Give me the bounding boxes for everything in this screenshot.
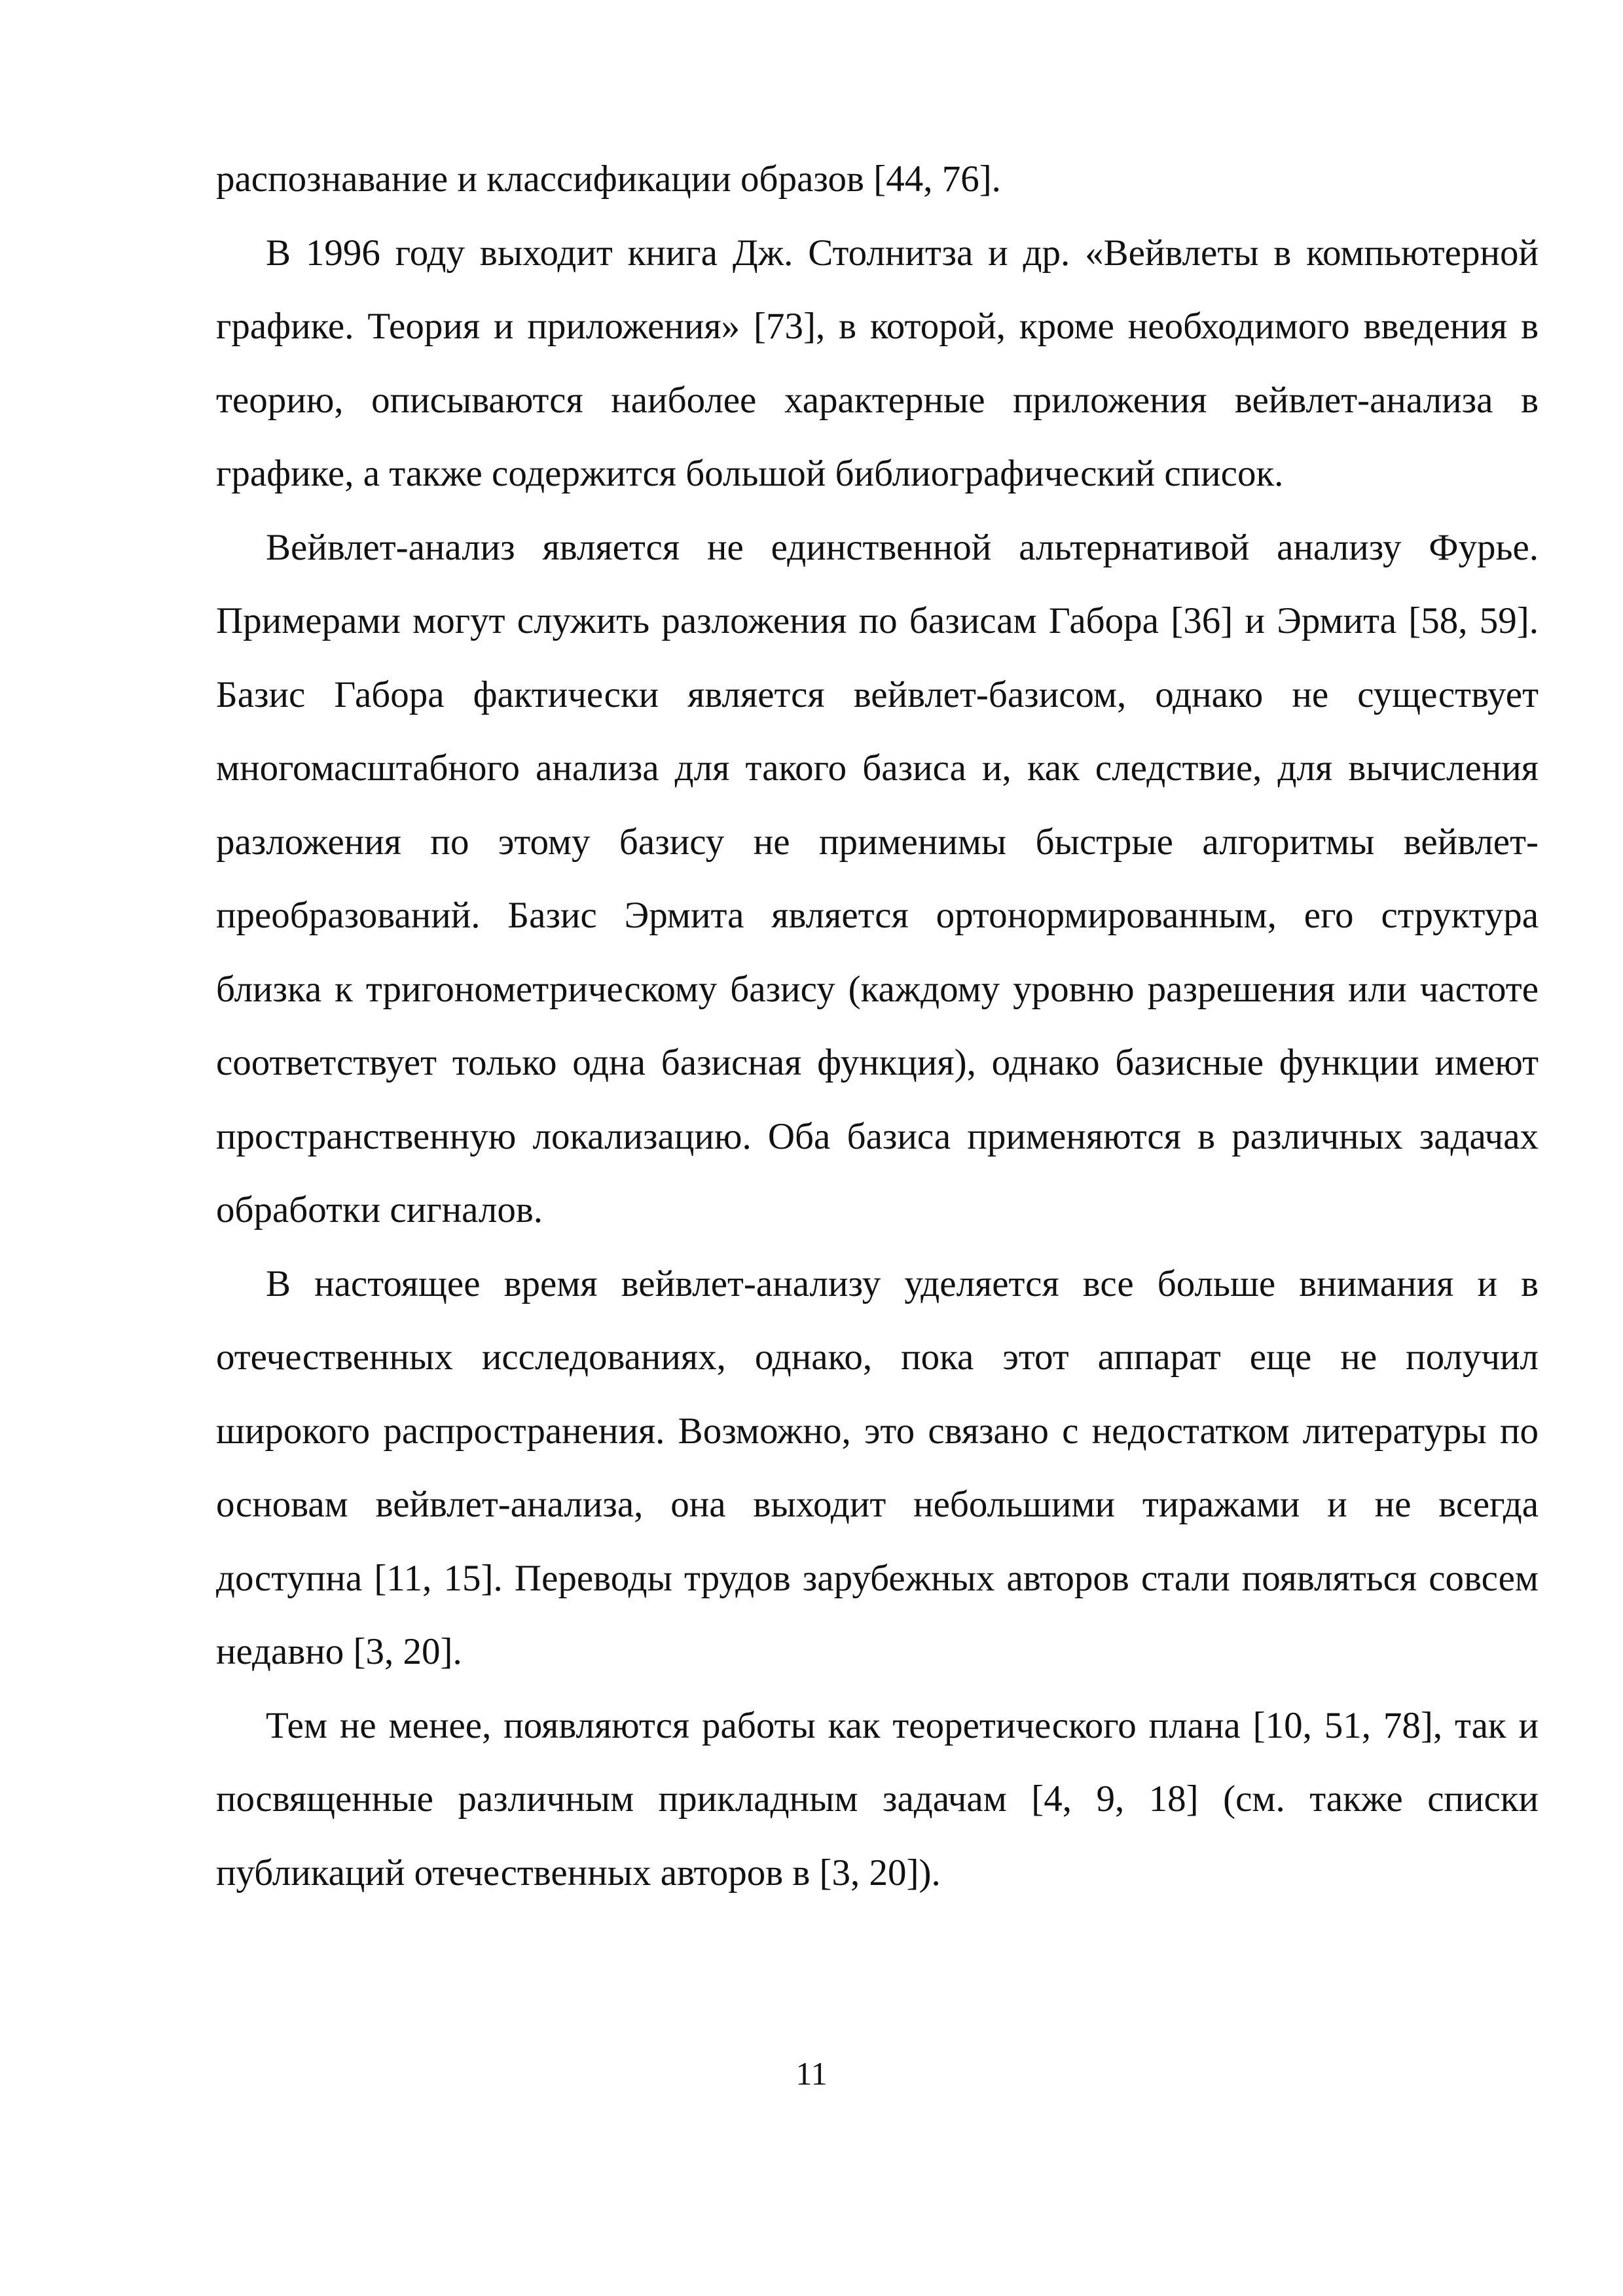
paragraph-recent-works: Тем не менее, появляются работы как теоретического плана [10, 51, 78], так и посвященные различным прикладным задачам [4, 9, 18] (см. также списки публикаций отечественных авторов в [3, 20]).	[216, 1704, 1539, 1893]
paragraph-alternatives-to-fourier: Вейвлет-анализ является не единственной альтернативой анализу Фурье. Примерами могут служить разложения по базисам Габора [36] и Эрмита [58, 59]. Базис Габора фактически является вейвлет-базисом, однако не существует многомасштабного анализа для такого базиса и, как следствие, для вычисления разложения по этому базису не применимы быстрые алгоритмы вейвлет-преобразований. Базис Эрмита является ортонормированным, его структура близка к тригонометрическому базису (каждому уровню разрешения или частоте соответствует только одна базисная функция), однако базисные функции имеют пространственную локализацию. Оба базиса применяются в различных задачах обработки сигналов.	[216, 526, 1539, 1230]
paragraph-stollnitz-book: В 1996 году выходит книга Дж. Столнитза и др. «Вейвлеты в компьютерной графике. Теория и приложения» [73], в которой, кроме необходимого введения в теорию, описываются наиболее характерные приложения вейвлет-анализа в графике, а также содержится большой библиографический список.	[216, 232, 1539, 494]
paragraph-continuation: распознавание и классификации образов [44, 76].	[216, 158, 1001, 200]
paragraph-domestic-research: В настоящее время вейвлет-анализу уделяется все больше внимания и в отечественных исследованиях, однако, пока этот аппарат еще не получил широкого распространения. Возможно, это связано с недостатком литературы по основам вейвлет-анализа, она выходит небольшими тиражами и не всегда доступна [11, 15]. Переводы трудов зарубежных авторов стали появляться совсем недавно [3, 20].	[216, 1263, 1539, 1672]
page-number: 11	[795, 2055, 828, 2092]
body-text	[216, 143, 1539, 1910]
